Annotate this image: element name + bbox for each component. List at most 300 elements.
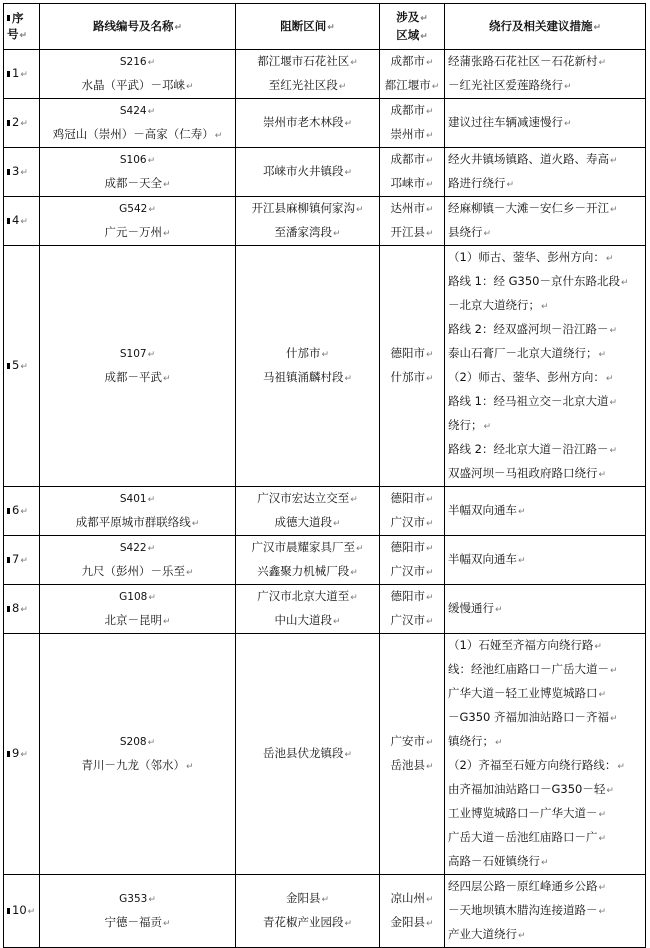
paragraph-mark: ↵ [321,350,330,360]
region-text: 什邡市 [390,370,425,384]
paragraph-mark: ↵ [609,398,618,408]
cell-route [40,634,236,875]
paragraph-mark: ↵ [344,168,353,178]
paragraph-mark: ↵ [185,568,194,578]
route-name: 北京－昆明 [104,613,162,627]
paragraph-mark: ↵ [20,750,28,760]
paragraph-mark: ↵ [27,907,36,917]
text-line [448,499,642,523]
section-text: 广汉市宏达立交至 [257,491,350,505]
text-line [448,197,642,221]
bullet-marker [7,751,10,757]
paragraph-mark: ↵ [425,180,434,190]
bullet-marker [7,71,10,77]
text-line [43,148,232,172]
detour-text: 缓慢通行 [448,601,494,615]
section-text: 崇州市老木林段 [262,115,344,129]
paragraph-mark: ↵ [518,556,526,566]
paragraph-mark: ↵ [598,690,607,700]
cell-section [236,536,380,585]
text-line [239,366,376,390]
paragraph-mark: ↵ [147,495,156,505]
detour-text: －红光社区爱莲路绕行 [448,78,563,92]
text-line [383,536,441,560]
text-line [383,609,441,633]
paragraph-mark: ↵ [425,131,434,141]
paragraph-mark: ↵ [425,919,434,929]
region-text: 广汉市 [390,613,425,627]
region-text: 达州市 [390,201,425,215]
paragraph-mark: ↵ [564,119,572,129]
paragraph-mark: ↵ [350,568,358,578]
paragraph-mark: ↵ [605,374,614,384]
paragraph-mark: ↵ [20,119,28,129]
detour-text: －天地坝镇木腊沟连接道路－ [448,903,598,917]
header-region [380,4,445,50]
region-text: 德阳市 [390,346,425,360]
row-number: 1 [12,66,20,80]
text-line [448,802,642,826]
text-line [448,318,642,342]
paragraph-mark: ↵ [609,446,618,456]
paragraph-mark: ↵ [185,82,194,92]
route-name: 广元－万州 [104,225,162,239]
text-line [239,560,376,584]
text-line [448,390,642,414]
region-text: 德阳市 [390,491,425,505]
row-number: 8 [12,601,20,615]
paragraph-mark: ↵ [598,907,607,917]
detour-text: 绕行； [448,418,483,432]
detour-text: 镇绕行； [448,734,494,748]
header-region-line2: 区域 [396,27,420,42]
section-text: 兴鑫聚力机械厂段 [257,564,350,578]
detour-text: （1）石娅至齐福方向绕行路 [448,638,594,652]
paragraph-mark: ↵ [594,642,602,652]
detour-text: －北京大道绕行； [448,298,540,312]
section-text: 青花椒产业园段 [262,915,344,929]
cell-no [4,487,40,536]
text-line [448,172,642,196]
paragraph-mark: ↵ [598,470,607,480]
section-text: 成德大道段 [274,515,332,529]
header-section-label: 阻断区间 [280,18,327,33]
header-seq-line2: 号 [7,26,19,41]
paragraph-mark: ↵ [332,229,341,239]
route-code: S422 [119,542,147,554]
detour-text: 双盛河坝－马祖政府路口绕行 [448,466,598,480]
table-body [4,50,646,948]
cell-no [4,197,40,246]
detour-text: 产业大道绕行 [448,927,517,941]
detour-text: 经四层公路－原红峰通乡公路 [448,879,598,893]
text-line [448,597,642,621]
paragraph-mark: ↵ [610,156,618,166]
paragraph-mark: ↵ [20,217,28,227]
text-line [239,197,376,221]
cell-route [40,536,236,585]
text-line [383,74,441,98]
table-row [4,487,646,536]
text-line [448,342,642,366]
bullet-marker [7,120,10,126]
text-line [448,366,642,390]
header-detour-label: 绕行及相关建议措施 [488,18,593,33]
text-line [383,221,441,245]
paragraph-mark: ↵ [20,168,28,178]
paragraph-mark: ↵ [621,278,629,288]
cell-region [380,487,445,536]
paragraph-mark: ↵ [610,666,618,676]
section-text: 岳池县伏龙镇段 [262,746,344,760]
bullet-marker [7,908,10,914]
paragraph-mark: ↵ [425,895,434,905]
cell-detour [445,634,646,875]
region-text: 开江县 [390,225,425,239]
paragraph-mark: ↵ [20,70,28,80]
cell-section [236,875,380,948]
text-line [239,342,376,366]
region-text: 德阳市 [390,540,425,554]
header-row [4,4,646,50]
region-text: 金阳县 [390,915,425,929]
text-line [383,148,441,172]
text-line [383,911,441,935]
paragraph-mark: ↵ [495,738,503,748]
bullet-marker [7,363,10,369]
detour-text: 线：经池红庙路口－广岳大道－ [448,662,609,676]
route-code: S424 [119,105,147,117]
paragraph-mark: ↵ [425,495,434,505]
paragraph-mark: ↵ [483,229,492,239]
region-text: 广汉市 [390,515,425,529]
detour-text: 路线 1：经 G350－京什东路北段 [448,274,620,288]
region-text: 广安市 [390,734,425,748]
detour-text: （1）师古、蓥华、彭州方向： [448,250,605,264]
paragraph-mark: ↵ [344,750,353,760]
route-name: 成都平原城市群联络线 [75,515,191,529]
paragraph-mark: ↵ [610,714,618,724]
cell-route [40,585,236,634]
text-line [383,342,441,366]
header-route-label: 路线编号及名称 [92,18,174,33]
text-line [43,197,232,221]
section-text: 开江县麻柳镇何家沟 [251,201,355,215]
cell-detour [445,99,646,148]
header-section [236,4,380,50]
paragraph-mark: ↵ [321,895,330,905]
row-number: 9 [12,746,20,760]
detour-text: 工业博览城路口－广华大道－ [448,806,598,820]
paragraph-mark: ↵ [147,350,156,360]
paragraph-mark: ↵ [338,82,347,92]
paragraph-mark: ↵ [483,422,492,432]
route-name: 九尺（彭州）－乐至 [81,564,185,578]
text-line [448,414,642,438]
paragraph-mark: ↵ [162,229,171,239]
paragraph-mark: ↵ [425,58,434,68]
text-line [239,50,376,74]
detour-text: 经麻柳镇－大滩－安仁乡－开江 [448,201,609,215]
text-line [448,923,642,947]
text-line [43,536,232,560]
region-text: 邛崃市 [390,176,425,190]
text-line [43,172,232,196]
table-row [4,536,646,585]
text-line [448,50,642,74]
detour-text: 经蒲张路石花社区－石花新村 [448,54,598,68]
route-name: 宁德－福贡 [104,915,162,929]
paragraph-mark: ↵ [617,762,625,772]
cell-section [236,50,380,99]
paragraph-mark: ↵ [541,302,549,312]
detour-text: 县绕行 [448,225,483,239]
text-line [383,366,441,390]
route-code: S401 [119,493,147,505]
paragraph-mark: ↵ [147,156,156,166]
cell-detour [445,585,646,634]
text-line [383,123,441,147]
paragraph-mark: ↵ [518,931,526,941]
paragraph-mark: ↵ [425,519,434,529]
paragraph-mark: ↵ [350,495,358,505]
text-line [383,887,441,911]
text-line [448,111,642,135]
table-row [4,99,646,148]
bullet-marker [7,508,10,514]
text-line [239,536,376,560]
cell-region [380,148,445,197]
text-line [448,682,642,706]
header-seq-line1: 序 [12,10,24,25]
region-text: 成都市 [390,152,425,166]
text-line [383,560,441,584]
table-row [4,875,646,948]
route-code: G353 [119,893,148,905]
text-line [448,706,642,730]
cell-detour [445,50,646,99]
paragraph-mark: ↵ [425,568,434,578]
paragraph-mark: ↵ [147,58,156,68]
text-line [383,730,441,754]
paragraph-mark: ↵ [606,786,614,796]
region-text: 成都市 [390,54,425,68]
cell-route [40,197,236,246]
text-line [448,438,642,462]
text-line [383,511,441,535]
detour-text: 建议过往车辆减速慢行 [448,115,563,129]
text-line [448,778,642,802]
detour-text: 广岳大道－岳池红庙路口－广 [448,830,598,844]
detour-text: 高路－石娅镇绕行 [448,854,540,868]
paragraph-mark: ↵ [19,30,28,41]
paragraph-mark: ↵ [162,374,171,384]
text-line [239,74,376,98]
text-line [43,123,232,147]
paragraph-mark: ↵ [148,205,156,215]
text-line [448,548,642,572]
row-number: 6 [12,503,20,517]
bullet-marker [7,15,10,21]
text-line [448,730,642,754]
detour-text: （2）师古、蓥华、彭州方向： [448,370,605,384]
text-line [43,585,232,609]
paragraph-mark: ↵ [147,107,156,117]
cell-route [40,487,236,536]
text-line [383,172,441,196]
route-name: 水晶（平武）－邛崃 [81,78,185,92]
text-line [239,911,376,935]
paragraph-mark: ↵ [506,180,515,190]
text-line [239,511,376,535]
header-route [40,4,236,50]
region-text: 德阳市 [390,589,425,603]
route-code: S107 [119,348,147,360]
cell-route [40,875,236,948]
paragraph-mark: ↵ [332,617,341,627]
text-line [448,875,642,899]
section-text: 广汉市晨耀家具厂至 [251,540,355,554]
text-line [43,487,232,511]
section-text: 邛崃市火井镇段 [262,164,344,178]
paragraph-mark: ↵ [609,326,618,336]
route-code: S216 [119,56,147,68]
paragraph-mark: ↵ [350,593,358,603]
text-line [448,246,642,270]
text-line [239,887,376,911]
text-line [239,160,376,184]
paragraph-mark: ↵ [598,810,607,820]
text-line [448,294,642,318]
bullet-marker [7,606,10,612]
cell-detour [445,875,646,948]
row-number: 5 [12,358,20,372]
section-text: 中山大道段 [274,613,332,627]
cell-no [4,536,40,585]
cell-detour [445,487,646,536]
paragraph-mark: ↵ [147,544,156,554]
detour-text: 由齐福加油站路口－G350－轻 [448,782,606,796]
paragraph-mark: ↵ [425,617,434,627]
paragraph-mark: ↵ [610,205,618,215]
bullet-marker [7,218,10,224]
paragraph-mark: ↵ [214,131,223,141]
paragraph-mark: ↵ [598,350,607,360]
paragraph-mark: ↵ [174,22,183,33]
paragraph-mark: ↵ [20,556,28,566]
cell-region [380,585,445,634]
paragraph-mark: ↵ [593,22,602,33]
detour-text: 半幅双向通车 [448,552,517,566]
cell-section [236,634,380,875]
paragraph-mark: ↵ [598,834,607,844]
cell-detour [445,246,646,487]
paragraph-mark: ↵ [355,205,364,215]
paragraph-mark: ↵ [420,31,428,42]
text-line [448,899,642,923]
text-line [43,511,232,535]
text-line [383,754,441,778]
text-line [43,754,232,778]
cell-no [4,246,40,487]
region-text: 岳池县 [390,758,425,772]
bullet-marker [7,557,10,563]
text-line [239,585,376,609]
paragraph-mark: ↵ [344,919,353,929]
section-text: 都江堰市石花社区 [257,54,350,68]
detour-text: 路线 2：经北京大道－沿江路－ [448,442,609,456]
paragraph-mark: ↵ [148,593,156,603]
paragraph-mark: ↵ [598,58,607,68]
paragraph-mark: ↵ [495,605,503,615]
text-line [448,221,642,245]
route-code: S106 [119,154,147,166]
cell-region [380,634,445,875]
cell-region [380,246,445,487]
detour-text: 路进行绕行 [448,176,506,190]
section-text: 至潘家湾段 [274,225,332,239]
header-seq [4,4,40,50]
detour-text: 泰山石膏厂－北京大道绕行； [448,346,598,360]
paragraph-mark: ↵ [541,858,549,868]
cell-section [236,246,380,487]
text-line [448,462,642,486]
paragraph-mark: ↵ [425,593,434,603]
paragraph-mark: ↵ [148,895,156,905]
section-text: 至红光社区段 [268,78,338,92]
cell-section [236,197,380,246]
table-row [4,246,646,487]
cell-region [380,536,445,585]
text-line [383,585,441,609]
region-text: 广汉市 [390,564,425,578]
table-row [4,197,646,246]
paragraph-mark: ↵ [162,617,171,627]
detour-text: 路线 1：经马祖立交－北京大道 [448,394,609,408]
paragraph-mark: ↵ [162,919,171,929]
cell-no [4,585,40,634]
text-line [43,99,232,123]
paragraph-mark: ↵ [564,82,572,92]
text-line [43,730,232,754]
table-row [4,585,646,634]
cell-section [236,487,380,536]
paragraph-mark: ↵ [425,107,434,117]
cell-no [4,99,40,148]
text-line [43,366,232,390]
cell-region [380,875,445,948]
cell-no [4,875,40,948]
bullet-marker [7,169,10,175]
text-line [43,609,232,633]
cell-no [4,50,40,99]
detour-text: －G350 齐福加油站路口－齐福 [448,710,610,724]
route-code: S208 [119,736,147,748]
paragraph-mark: ↵ [425,205,434,215]
route-name: 青川－九龙（邻水） [81,758,185,772]
text-line [43,74,232,98]
detour-text: 广华大道－轻工业博览城路口 [448,686,598,700]
paragraph-mark: ↵ [162,180,171,190]
section-text: 金阳县 [285,891,321,905]
paragraph-mark: ↵ [425,762,434,772]
row-number: 10 [12,903,27,917]
text-line [239,487,376,511]
table-row [4,50,646,99]
route-name: 成都－天全 [104,176,162,190]
paragraph-mark: ↵ [425,156,434,166]
region-text: 成都市 [390,103,425,117]
